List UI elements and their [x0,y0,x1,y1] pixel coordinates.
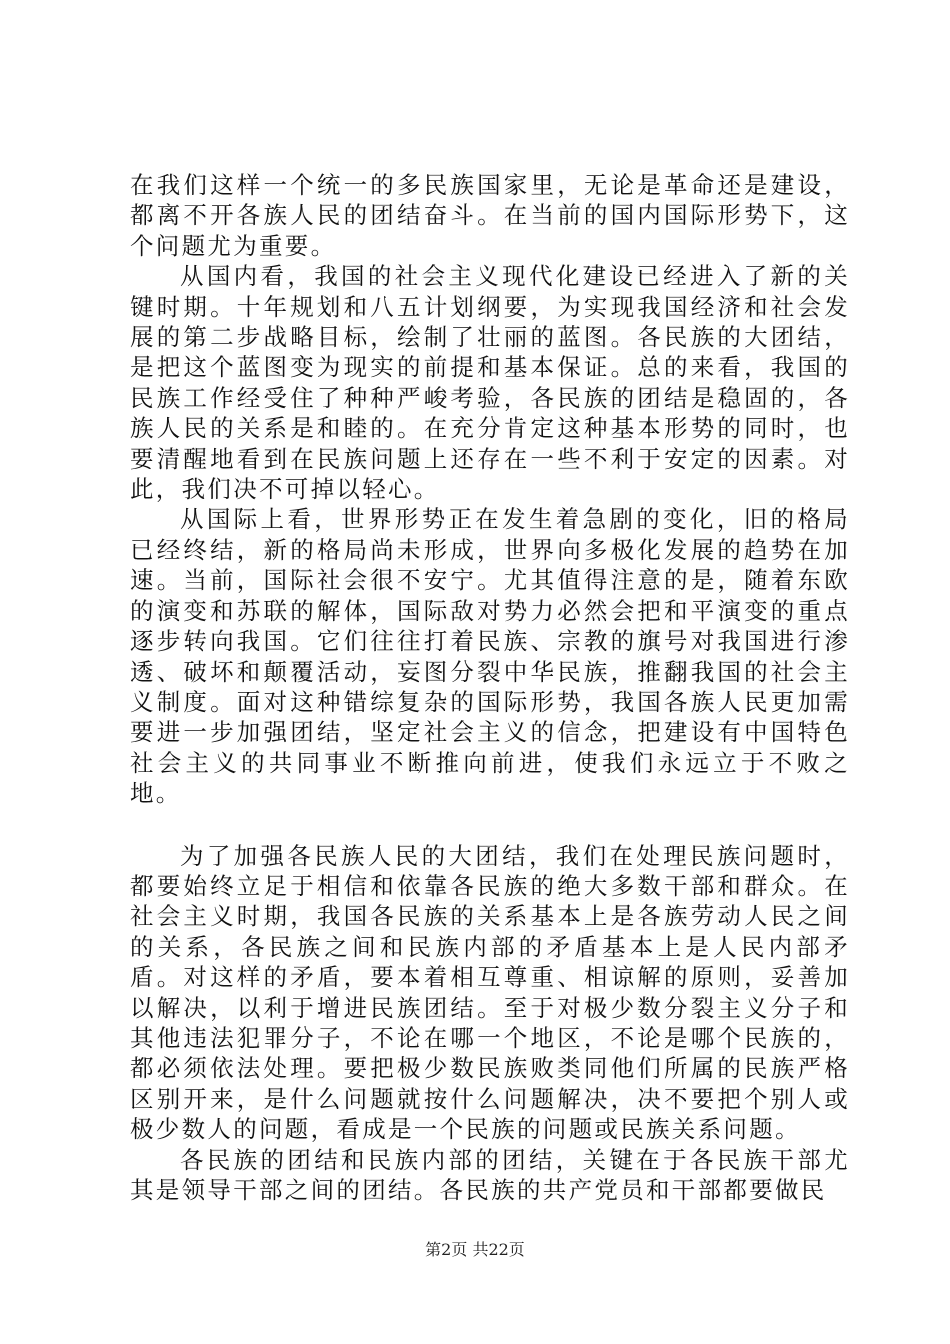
page-number-label: 第2页 共22页 [425,1240,525,1259]
page-footer [0,1240,950,1260]
paragraph-1: 在我们这样一个统一的多民族国家里，无论是革命还是建设，都离不开各族人民的团结奋斗。在当前的国内国际形势下，这个问题尤为重要。 [130,171,850,260]
document-body [130,170,850,1205]
paragraph-5: 各民族的团结和民族内部的团结，关键在于各民族干部尤其是领导干部之间的团结。各民族的共产党员和干部都要做民 [130,1145,850,1204]
paragraph-spacer [130,809,850,841]
paragraph-4: 为了加强各民族人民的大团结，我们在处理民族问题时，都要始终立足于相信和依靠各民族的绝大多数干部和群众。在社会主义时期，我国各民族的关系基本上是各族劳动人民之间的关系，各民族之间和民族内部的矛盾基本上是人民内部矛盾。对这样的矛盾，要本着相互尊重、相谅解的原则，妥善加以解决，以利于增进民族团结。至于对极少数分裂主义分子和其他违法犯罪分子，不论在哪一个地区，不论是哪个民族的，都必须依法处理。要把极少数民族败类同他们所属的民族严格区别开来，是什么问题就按什么问题解决，决不要把个别人或极少数人的问题，看成是一个民族的问题或民族关系问题。 [130,841,850,1144]
paragraph-3: 从国际上看，世界形势正在发生着急剧的变化，旧的格局已经终结，新的格局尚未形成，世界向多极化发展的趋势在加速。当前，国际社会很不安宁。尤其值得注意的是，随着东欧的演变和苏联的解体，国际敌对势力必然会把和平演变的重点逐步转向我国。它们往往打着民族、宗教的旗号对我国进行渗透、破坏和颠覆活动，妄图分裂中华民族，推翻我国的社会主义制度。面对这种错综复杂的国际形势，我国各族人民更加需要进一步加强团结，坚定社会主义的信念，把建设有中国特色社会主义的共同事业不断推向前进，使我们永远立于不败之地。 [130,505,850,808]
paragraph-2: 从国内看，我国的社会主义现代化建设已经进入了新的关键时期。十年规划和八五计划纲要，为实现我国经济和社会发展的第二步战略目标，绘制了壮丽的蓝图。各民族的大团结，是把这个蓝图变为现实的前提和基本保证。总的来看，我国的民族工作经受住了种种严峻考验，各民族的团结是稳固的，各族人民的关系是和睦的。在充分肯定这种基本形势的同时，也要清醒地看到在民族问题上还存在一些不利于安定的因素。对此，我们决不可掉以轻心。 [130,262,850,504]
